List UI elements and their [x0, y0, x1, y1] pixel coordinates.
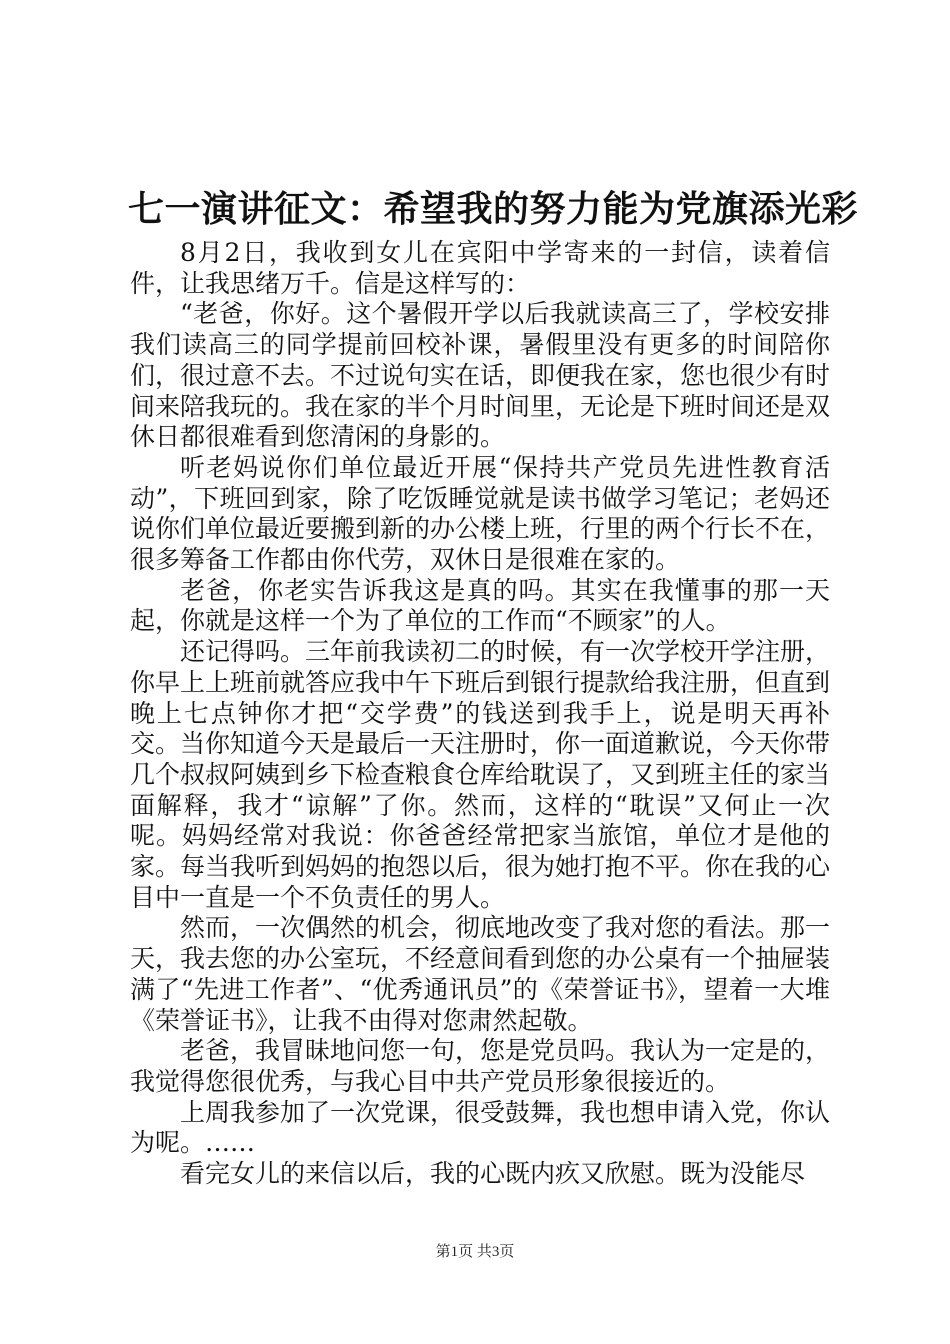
document-title: 七一演讲征文：希望我的努力能为党旗添光彩: [128, 189, 859, 230]
paragraph: 8月2日，我收到女儿在宾阳中学寄来的一封信，读着信件，让我思绪万千。信是这样写的：: [130, 238, 830, 298]
paragraph: 还记得吗。三年前我读初二的时候，有一次学校开学注册，你早上上班前就答应我中午下班后到银行提款给我注册，但直到晚上七点钟你才把“交学费”的钱送到我手上，说是明天再补交。当你知道今天是最后一天注册时，你一面道歉说，今天你带几个叔叔阿姨到乡下检查粮食仓库给耽误了，又到班主任的家当面解释，我才“谅解”了你。然而，这样的“耽误”又何止一次呢。妈妈经常对我说：你爸爸经常把家当旅馆，单位才是他的家。每当我听到妈妈的抱怨以后，很为她打抱不平。你在我的心目中一直是一个不负责任的男人。: [130, 637, 831, 912]
paragraph: 听老妈说你们单位最近开展“保持共产党员先进性教育活动”，下班回到家，除了吃饭睡觉就是读书做学习笔记；老妈还说你们单位最近要搬到新的办公楼上班，行里的两个行长不在，很多筹备工作都由你代劳，双休日是很难在家的。: [130, 452, 831, 575]
paragraph: 然而，一次偶然的机会，彻底地改变了我对您的看法。那一天，我去您的办公室玩，不经意间看到您的办公桌有一个抽屉装满了“先进工作者”、“优秀通讯员”的《荣誉证书》，望着一大堆《荣誉证书》，让我不由得对您肃然起敬。: [130, 913, 831, 1035]
paragraph: 老爸，我冒昧地问您一句，您是党员吗。我认为一定是的，我觉得您很优秀，与我心目中共产党员形象很接近的。: [130, 1036, 831, 1096]
paragraph: 看完女儿的来信以后，我的心既内疚又欣慰。既为没能尽: [180, 1159, 806, 1189]
paragraph: 上周我参加了一次党课，很受鼓舞，我也想申请入党，你认为呢。……: [130, 1097, 831, 1158]
paragraph: 老爸，你老实告诉我这是真的吗。其实在我懂事的那一天起，你就是这样一个为了单位的工作而“不顾家”的人。: [130, 575, 830, 636]
page-number-footer: 第1页 共3页: [435, 1244, 515, 1260]
paragraph: “老爸，你好。这个暑假开学以后我就读高三了，学校安排我们读高三的同学提前回校补课，暑假里没有更多的时间陪你们，很过意不去。不过说句实在话，即便我在家，您也很少有时间来陪我玩的。我在家的半个月时间里，无论是下班时间还是双休日都很难看到您清闲的身影的。: [130, 299, 831, 452]
document-body: [130, 238, 830, 1190]
